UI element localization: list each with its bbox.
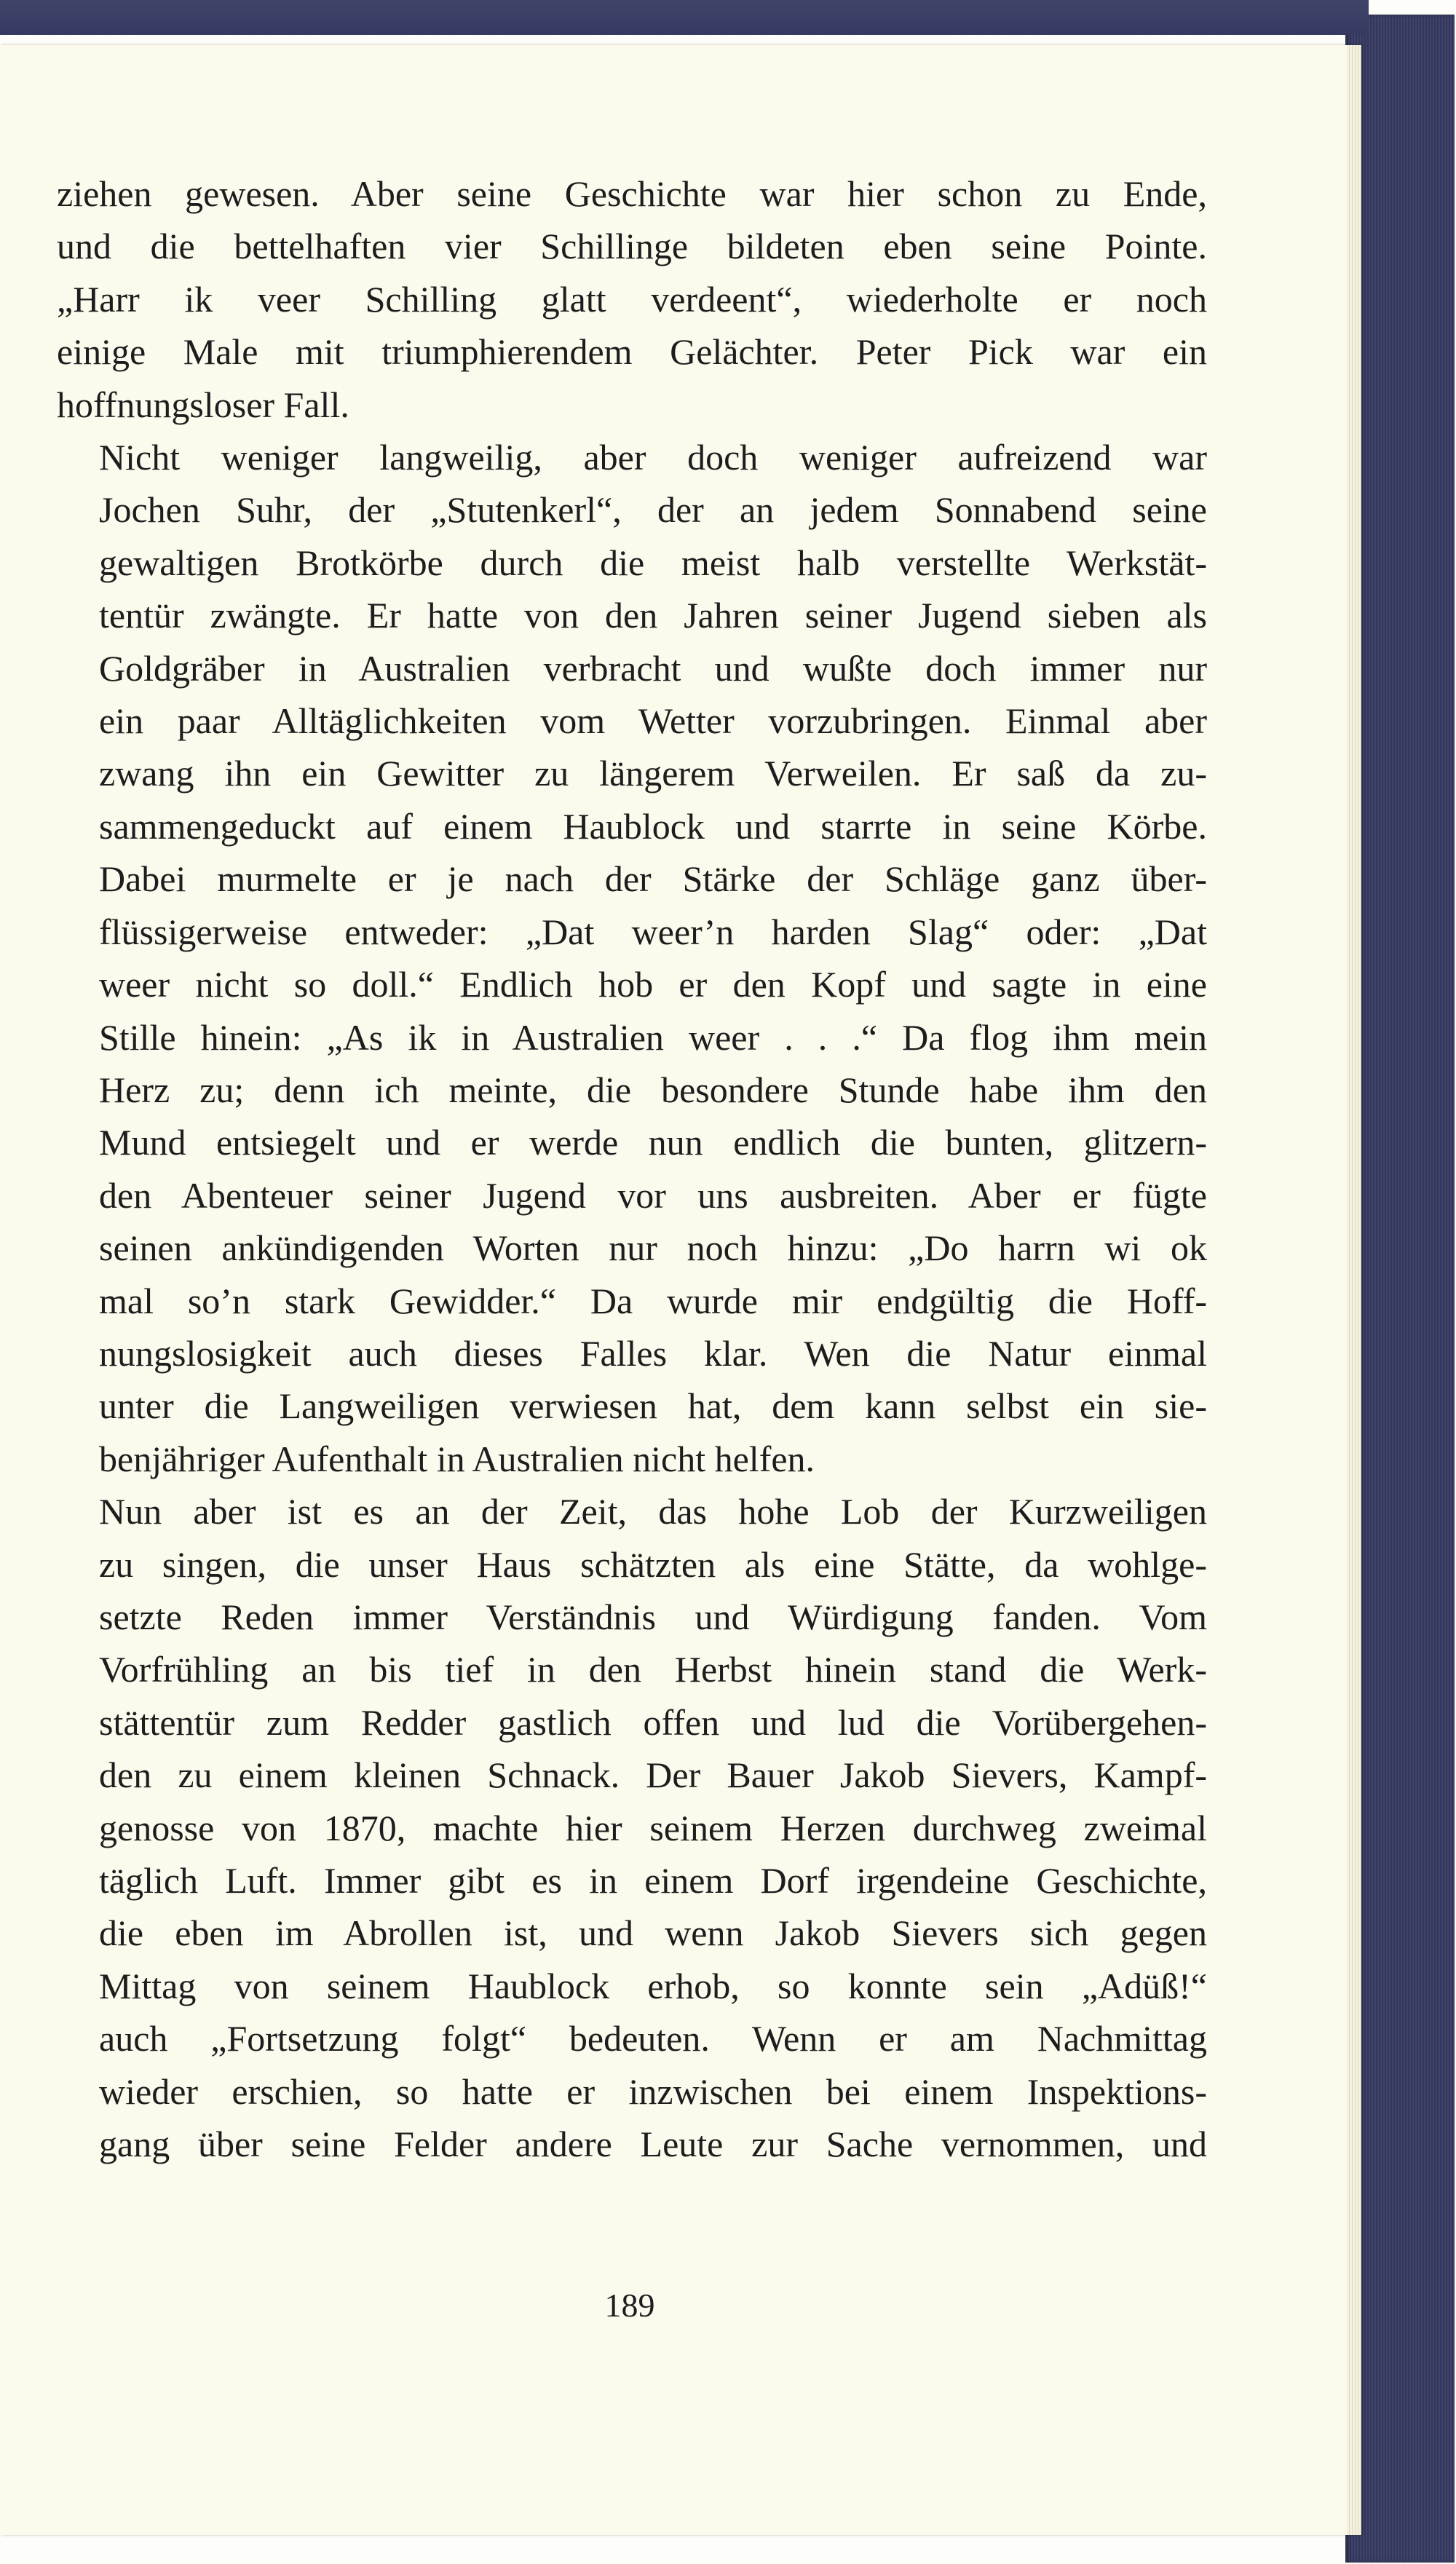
paragraph-2 (57, 431, 1207, 1485)
text-line: wieder erschien, so hatte er inzwischen bei einem Inspektions- (99, 2070, 1207, 2112)
page-stack-edges (1347, 45, 1361, 2535)
text-line: den zu einem kleinen Schnack. Der Bauer Jakob Sievers, Kampf- (99, 1754, 1207, 1796)
text-line: seinen ankündigenden Worten nur noch hinzu: „Do harrn wi ok (99, 1227, 1207, 1269)
paragraph-1 (57, 167, 1207, 431)
text-line: Mund entsiegelt und er werde nun endlich die bunten, glitzern- (99, 1122, 1207, 1163)
text-line: Stille hinein: „As ik in Australien weer . . .“ Da flog ihm mein (99, 1016, 1207, 1058)
text-line: und die bettelhaften vier Schillinge bildeten eben seine Pointe. (57, 226, 1207, 267)
text-line: hoffnungsloser Fall. (57, 384, 349, 425)
text-line: gewaltigen Brotkörbe durch die meist halb verstellte Werkstät- (99, 542, 1207, 583)
text-line: benjähriger Aufenthalt in Australien nicht helfen. (99, 1438, 815, 1479)
text-line: Herz zu; denn ich meinte, die besondere Stunde habe ihm den (99, 1069, 1207, 1110)
paragraph-3 (57, 1485, 1207, 2170)
text-line: gang über seine Felder andere Leute zur Sache vernommen, und (99, 2124, 1207, 2165)
text-line: täglich Luft. Immer gibt es in einem Dorf irgendeine Geschichte, (99, 1860, 1207, 1901)
page-text (57, 167, 1207, 2170)
text-line: weer nicht so doll.“ Endlich hob er den Kopf und sagte in eine (99, 964, 1207, 1005)
text-line: genosse von 1870, machte hier seinem Herzen durchweg zweimal (99, 1807, 1207, 1848)
text-line: mal so’n stark Gewidder.“ Da wurde mir endgültig die Hoff- (99, 1280, 1207, 1321)
text-line: Dabei murmelte er je nach der Stärke der Schläge ganz über- (99, 858, 1207, 900)
text-line: nungslosigkeit auch dieses Falles klar. Wen die Natur einmal (99, 1332, 1207, 1374)
text-line: einige Male mit triumphierendem Gelächter. Peter Pick war ein (57, 331, 1207, 373)
text-line: ein paar Alltäglichkeiten vom Wetter vorzubringen. Einmal aber (99, 700, 1207, 742)
text-line: den Abenteuer seiner Jugend vor uns ausbreiten. Aber er fügte (99, 1174, 1207, 1216)
text-line: stättentür zum Redder gastlich offen und lud die Vorübergehen- (99, 1701, 1207, 1743)
text-line: unter die Langweiligen verwiesen hat, dem kann selbst ein sie- (99, 1385, 1207, 1427)
text-line: Jochen Suhr, der „Stutenkerl“, der an jedem Sonnabend seine (99, 489, 1207, 531)
cover-cloth-texture (1345, 15, 1455, 2563)
text-line: flüssigerweise entweder: „Dat weer’n harden Slag“ oder: „Dat (99, 911, 1207, 952)
text-line: Nun aber ist es an der Zeit, das hohe Lob der Kurzweiligen (99, 1491, 1207, 1532)
text-line: Goldgräber in Australien verbracht und wußte doch immer nur (99, 647, 1207, 689)
book-cover-top-edge (0, 0, 1369, 35)
text-line: zwang ihn ein Gewitter zu längerem Verweilen. Er saß da zu- (99, 753, 1207, 794)
text-line: Nicht weniger langweilig, aber doch weniger aufreizend war (99, 437, 1207, 478)
text-line: Vorfrühling an bis tief in den Herbst hinein stand die Werk- (99, 1649, 1207, 1690)
page-number: 189 (604, 2287, 655, 2324)
text-line: die eben im Abrollen ist, und wenn Jakob Sievers sich gegen (99, 1912, 1207, 1954)
text-line: sammengeduckt auf einem Haublock und starrte in seine Körbe. (99, 805, 1207, 847)
text-line: auch „Fortsetzung folgt“ bedeuten. Wenn er am Nachmittag (99, 2018, 1207, 2059)
text-line: setzte Reden immer Verständnis und Würdigung fanden. Vom (99, 1596, 1207, 1637)
text-line: „Harr ik veer Schilling glatt verdeent“, wiederholte er noch (57, 278, 1207, 320)
text-line: zu singen, die unser Haus schätzten als eine Stätte, da wohlge- (99, 1543, 1207, 1585)
book-cover-edge (1345, 15, 1455, 2563)
text-line: tentür zwängte. Er hatte von den Jahren seiner Jugend sieben als (99, 595, 1207, 636)
text-line: Mittag von seinem Haublock erhob, so konnte sein „Adüß!“ (99, 1965, 1207, 2006)
text-line: ziehen gewesen. Aber seine Geschichte war hier schon zu Ende, (57, 173, 1207, 214)
